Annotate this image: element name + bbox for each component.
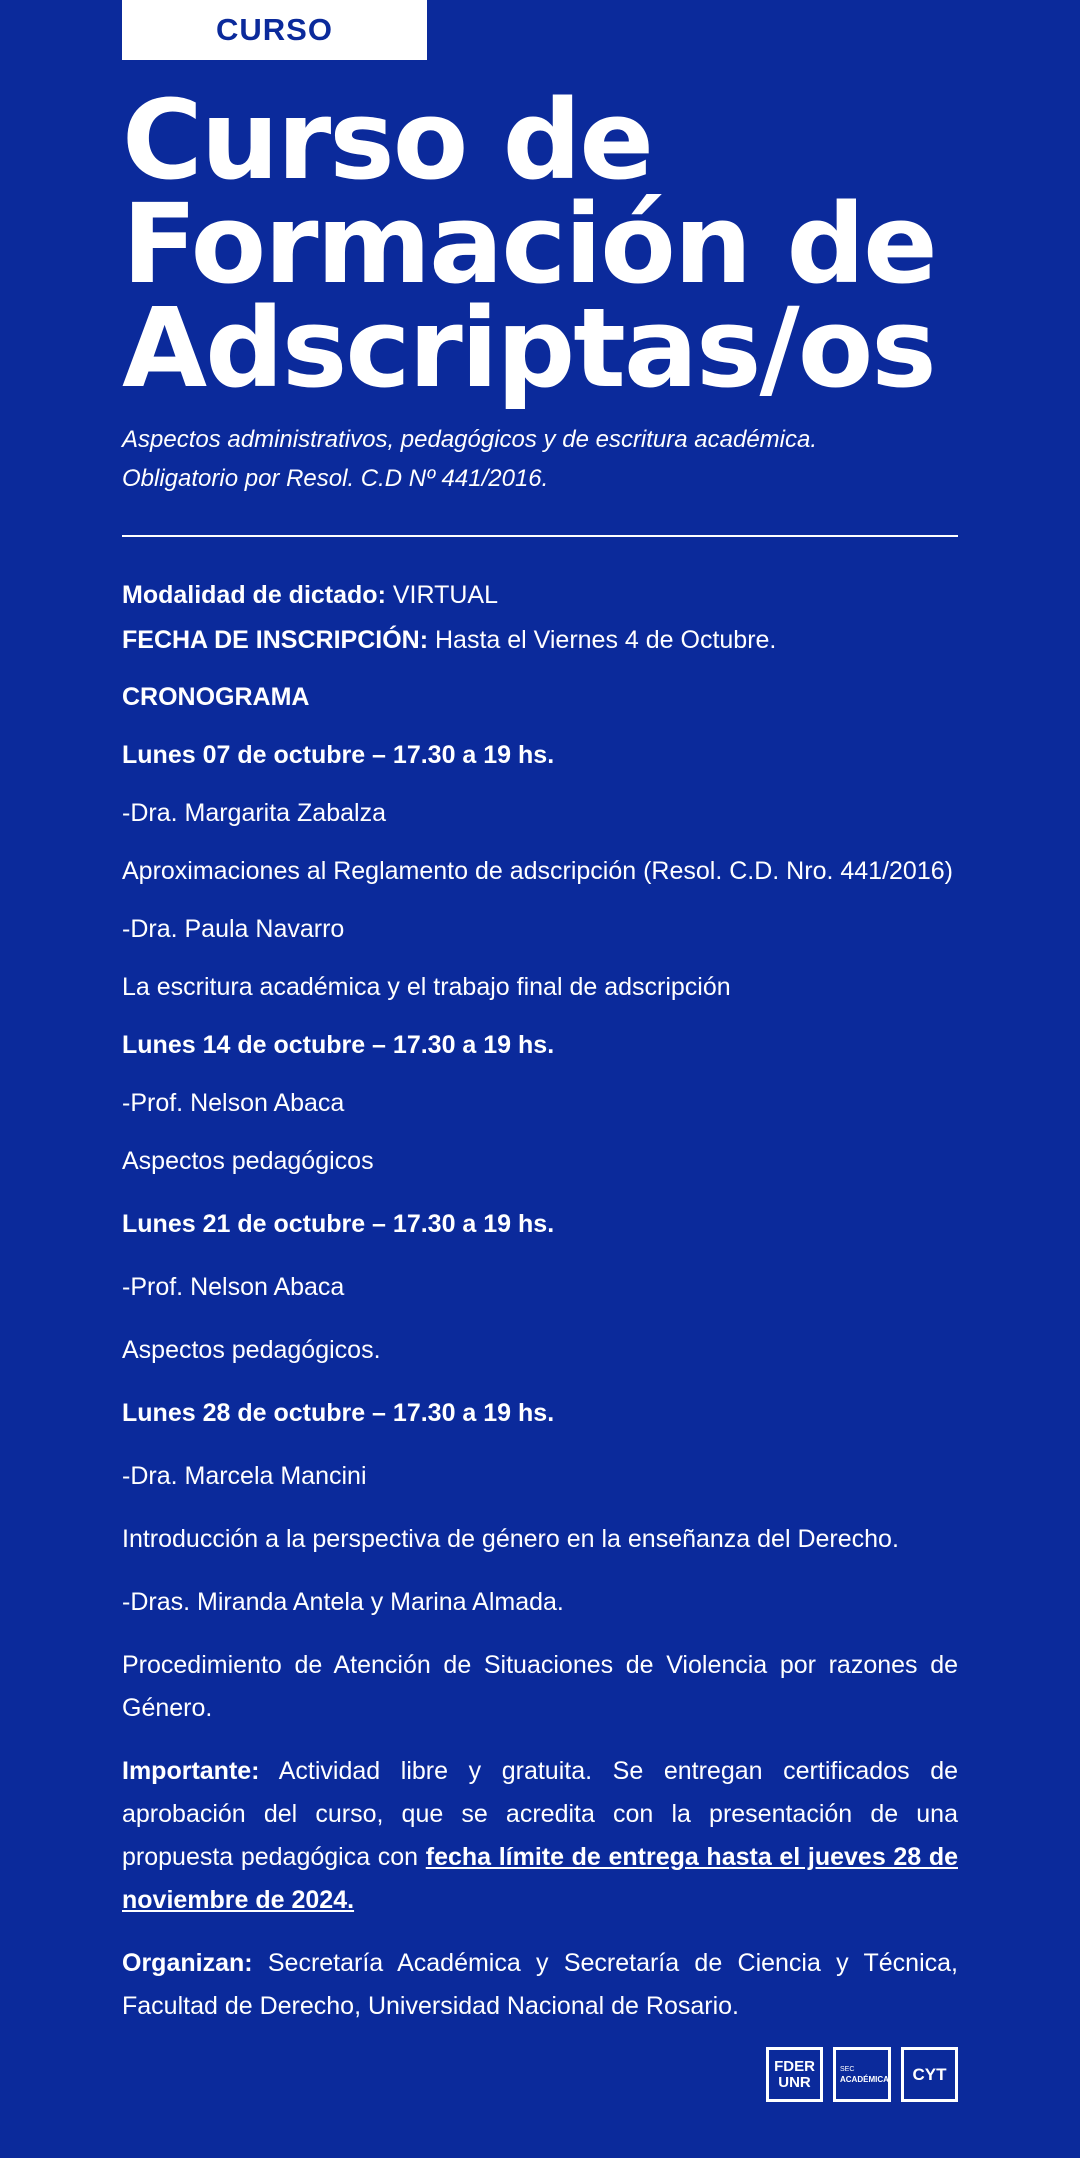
- title-line-3: Adscriptas/os: [122, 284, 935, 412]
- cyt-logo-text: CYT: [912, 2064, 947, 2084]
- page-title: [122, 76, 1022, 412]
- session-1-date: Lunes 07 de octubre – 17.30 a 19 hs.: [122, 741, 555, 769]
- course-tag: CURSO: [122, 0, 427, 60]
- organizan-paragraph: [122, 1942, 958, 2028]
- session-1-topic-2: La escritura académica y el trabajo final de adscripción: [122, 973, 731, 1001]
- importante-text: Actividad libre y gratuita. Se entregan certificados de aprobación del curso, que se acredita con la presentación de una propuesta pedagógica con: [122, 1757, 958, 1871]
- session-3-speaker-1: -Prof. Nelson Abaca: [122, 1273, 345, 1301]
- subtitle-line-1: Aspectos administrativos, pedagógicos y de escritura académica.: [122, 426, 818, 453]
- subtitle: [122, 420, 817, 498]
- sec-academica-logo: [833, 2047, 891, 2102]
- cyt-logo: [901, 2047, 958, 2102]
- session-1-topic-1: Aproximaciones al Reglamento de adscripción (Resol. C.D. Nro. 441/2016): [122, 857, 953, 885]
- session-1-speaker-2: -Dra. Paula Navarro: [122, 915, 345, 943]
- session-2-date: Lunes 14 de octubre – 17.30 a 19 hs.: [122, 1031, 555, 1059]
- inscripcion-line: [122, 619, 958, 662]
- session-4-speaker-2: -Dras. Miranda Antela y Marina Almada.: [122, 1588, 564, 1616]
- importante-paragraph: [122, 1750, 958, 1922]
- course-details: [122, 574, 958, 2028]
- inscripcion-label: FECHA DE INSCRIPCIÓN:: [122, 626, 429, 654]
- modalidad-value: VIRTUAL: [392, 581, 498, 609]
- logo-row: [766, 2047, 958, 2102]
- organizan-text: Secretaría Académica y Secretaría de Ciencia y Técnica, Facultad de Derecho, Universidad Nacional de Rosario.: [122, 1949, 958, 2020]
- organizan-label: Organizan:: [122, 1949, 253, 1977]
- sec-logo-line-2: ACADÉMICA: [840, 2074, 889, 2084]
- divider: [122, 535, 958, 537]
- session-2-speaker-1: -Prof. Nelson Abaca: [122, 1089, 345, 1117]
- title-line-2: Formación de: [122, 180, 936, 308]
- cronograma-heading: CRONOGRAMA: [122, 683, 310, 711]
- title-line-1: Curso de: [122, 76, 652, 204]
- sec-logo-line-1: SEC: [840, 2065, 855, 2073]
- session-1-speaker-1: -Dra. Margarita Zabalza: [122, 799, 386, 827]
- session-3-date: Lunes 21 de octubre – 17.30 a 19 hs.: [122, 1210, 555, 1238]
- importante-label: Importante:: [122, 1757, 260, 1785]
- fder-logo-line-1: FDER: [774, 2057, 815, 2075]
- session-2-topic-1: Aspectos pedagógicos: [122, 1147, 374, 1175]
- session-3-topic-1: Aspectos pedagógicos.: [122, 1336, 381, 1364]
- session-4-speaker-1: -Dra. Marcela Mancini: [122, 1462, 367, 1490]
- deadline-text: fecha límite de entrega hasta el jueves 28 de noviembre de 2024.: [122, 1843, 958, 1914]
- session-4-topic-2: Procedimiento de Atención de Situaciones de Violencia por razones de Género.: [122, 1651, 958, 1722]
- fder-logo-line-2: UNR: [778, 2073, 811, 2091]
- session-4-topic-1: Introducción a la perspectiva de género en la enseñanza del Derecho.: [122, 1525, 899, 1553]
- modalidad-label: Modalidad de dictado:: [122, 581, 386, 609]
- session-4-date: Lunes 28 de octubre – 17.30 a 19 hs.: [122, 1399, 555, 1427]
- fder-unr-logo: [766, 2047, 823, 2102]
- subtitle-line-2: Obligatorio por Resol. C.D Nº 441/2016.: [122, 465, 549, 492]
- inscripcion-value: Hasta el Viernes 4 de Octubre.: [434, 626, 777, 654]
- modalidad-line: [122, 574, 958, 617]
